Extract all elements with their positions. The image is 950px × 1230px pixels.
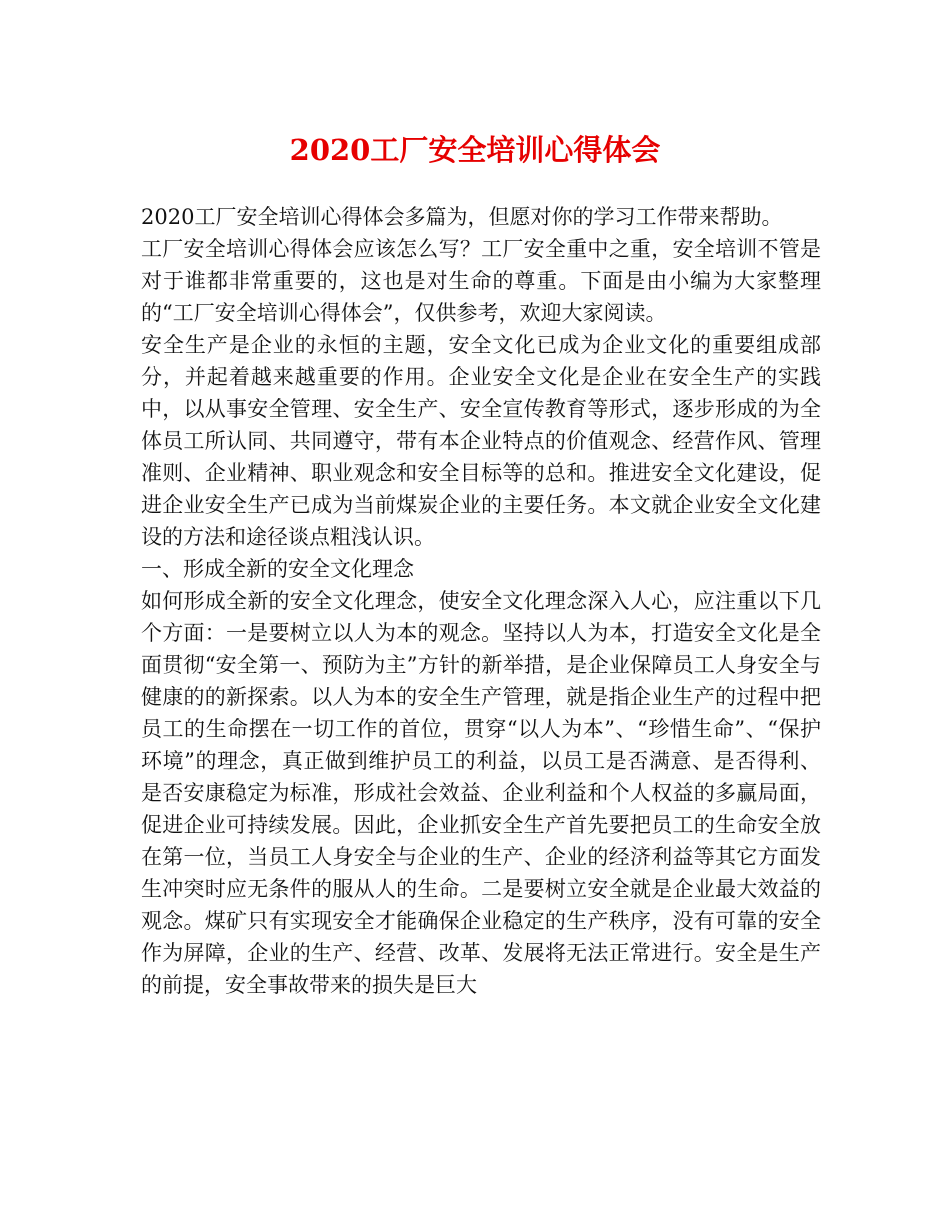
paragraph-safety-culture: 安全生产是企业的永恒的主题，安全文化已成为企业文化的重要组成部分，并起着越来越重要的作用。企业安全文化是企业在安全生产的实践中，以从事安全管理、安全生产、安全宣传教育等形式，逐步形成的为全体员工所认同、共同遵守，带有本企业特点的价值观念、经营作风、管理准则、企业精神、职业观念和安全目标等的总和。推进安全文化建设，促进企业安全生产已成为当前煤炭企业的主要任务。本文就企业安全文化建设的方法和途径谈点粗浅认识。 xyxy=(141,333,821,549)
document-title: 2020工厂安全培训心得体会 xyxy=(289,133,661,167)
section-heading: 一、形成全新的安全文化理念 xyxy=(141,557,414,581)
document-body xyxy=(141,201,821,1001)
paragraph-section-one: 如何形成全新的安全文化理念，使安全文化理念深入人心，应注重以下几个方面：一是要树立以人为本的观念。坚持以人为本，打造安全文化是全面贯彻“安全第一、预防为主”方针的新举措，是企业保障员工人身安全与健康的的新探索。以人为本的安全生产管理，就是指企业生产的过程中把员工的生命摆在一切工作的首位，贯穿“以人为本”、“珍惜生命”、“保护环境”的理念，真正做到维护员工的利益，以员工是否满意、是否得利、是否安康稳定为标准，形成社会效益、企业利益和个人权益的多赢局面，促进企业可持续发展。因此，企业抓安全生产首先要把员工的生命安全放在第一位，当员工人身安全与企业的生产、企业的经济利益等其它方面发生冲突时应无条件的服从人的生命。二是要树立安全就是企业最大效益的观念。煤矿只有实现安全才能确保企业稳定的生产秩序，没有可靠的安全作为屏障，企业的生产、经营、改革、发展将无法正常进行。安全是生产的前提，安全事故带来的损失是巨大 xyxy=(141,589,821,997)
paragraph-intro: 2020工厂安全培训心得体会多篇为，但愿对你的学习工作带来帮助。 xyxy=(141,205,783,229)
paragraph-overview: 工厂安全培训心得体会应该怎么写？工厂安全重中之重，安全培训不管是对于谁都非常重要的，这也是对生命的尊重。下面是由小编为大家整理的“工厂安全培训心得体会”，仅供参考，欢迎大家阅读。 xyxy=(141,237,821,325)
